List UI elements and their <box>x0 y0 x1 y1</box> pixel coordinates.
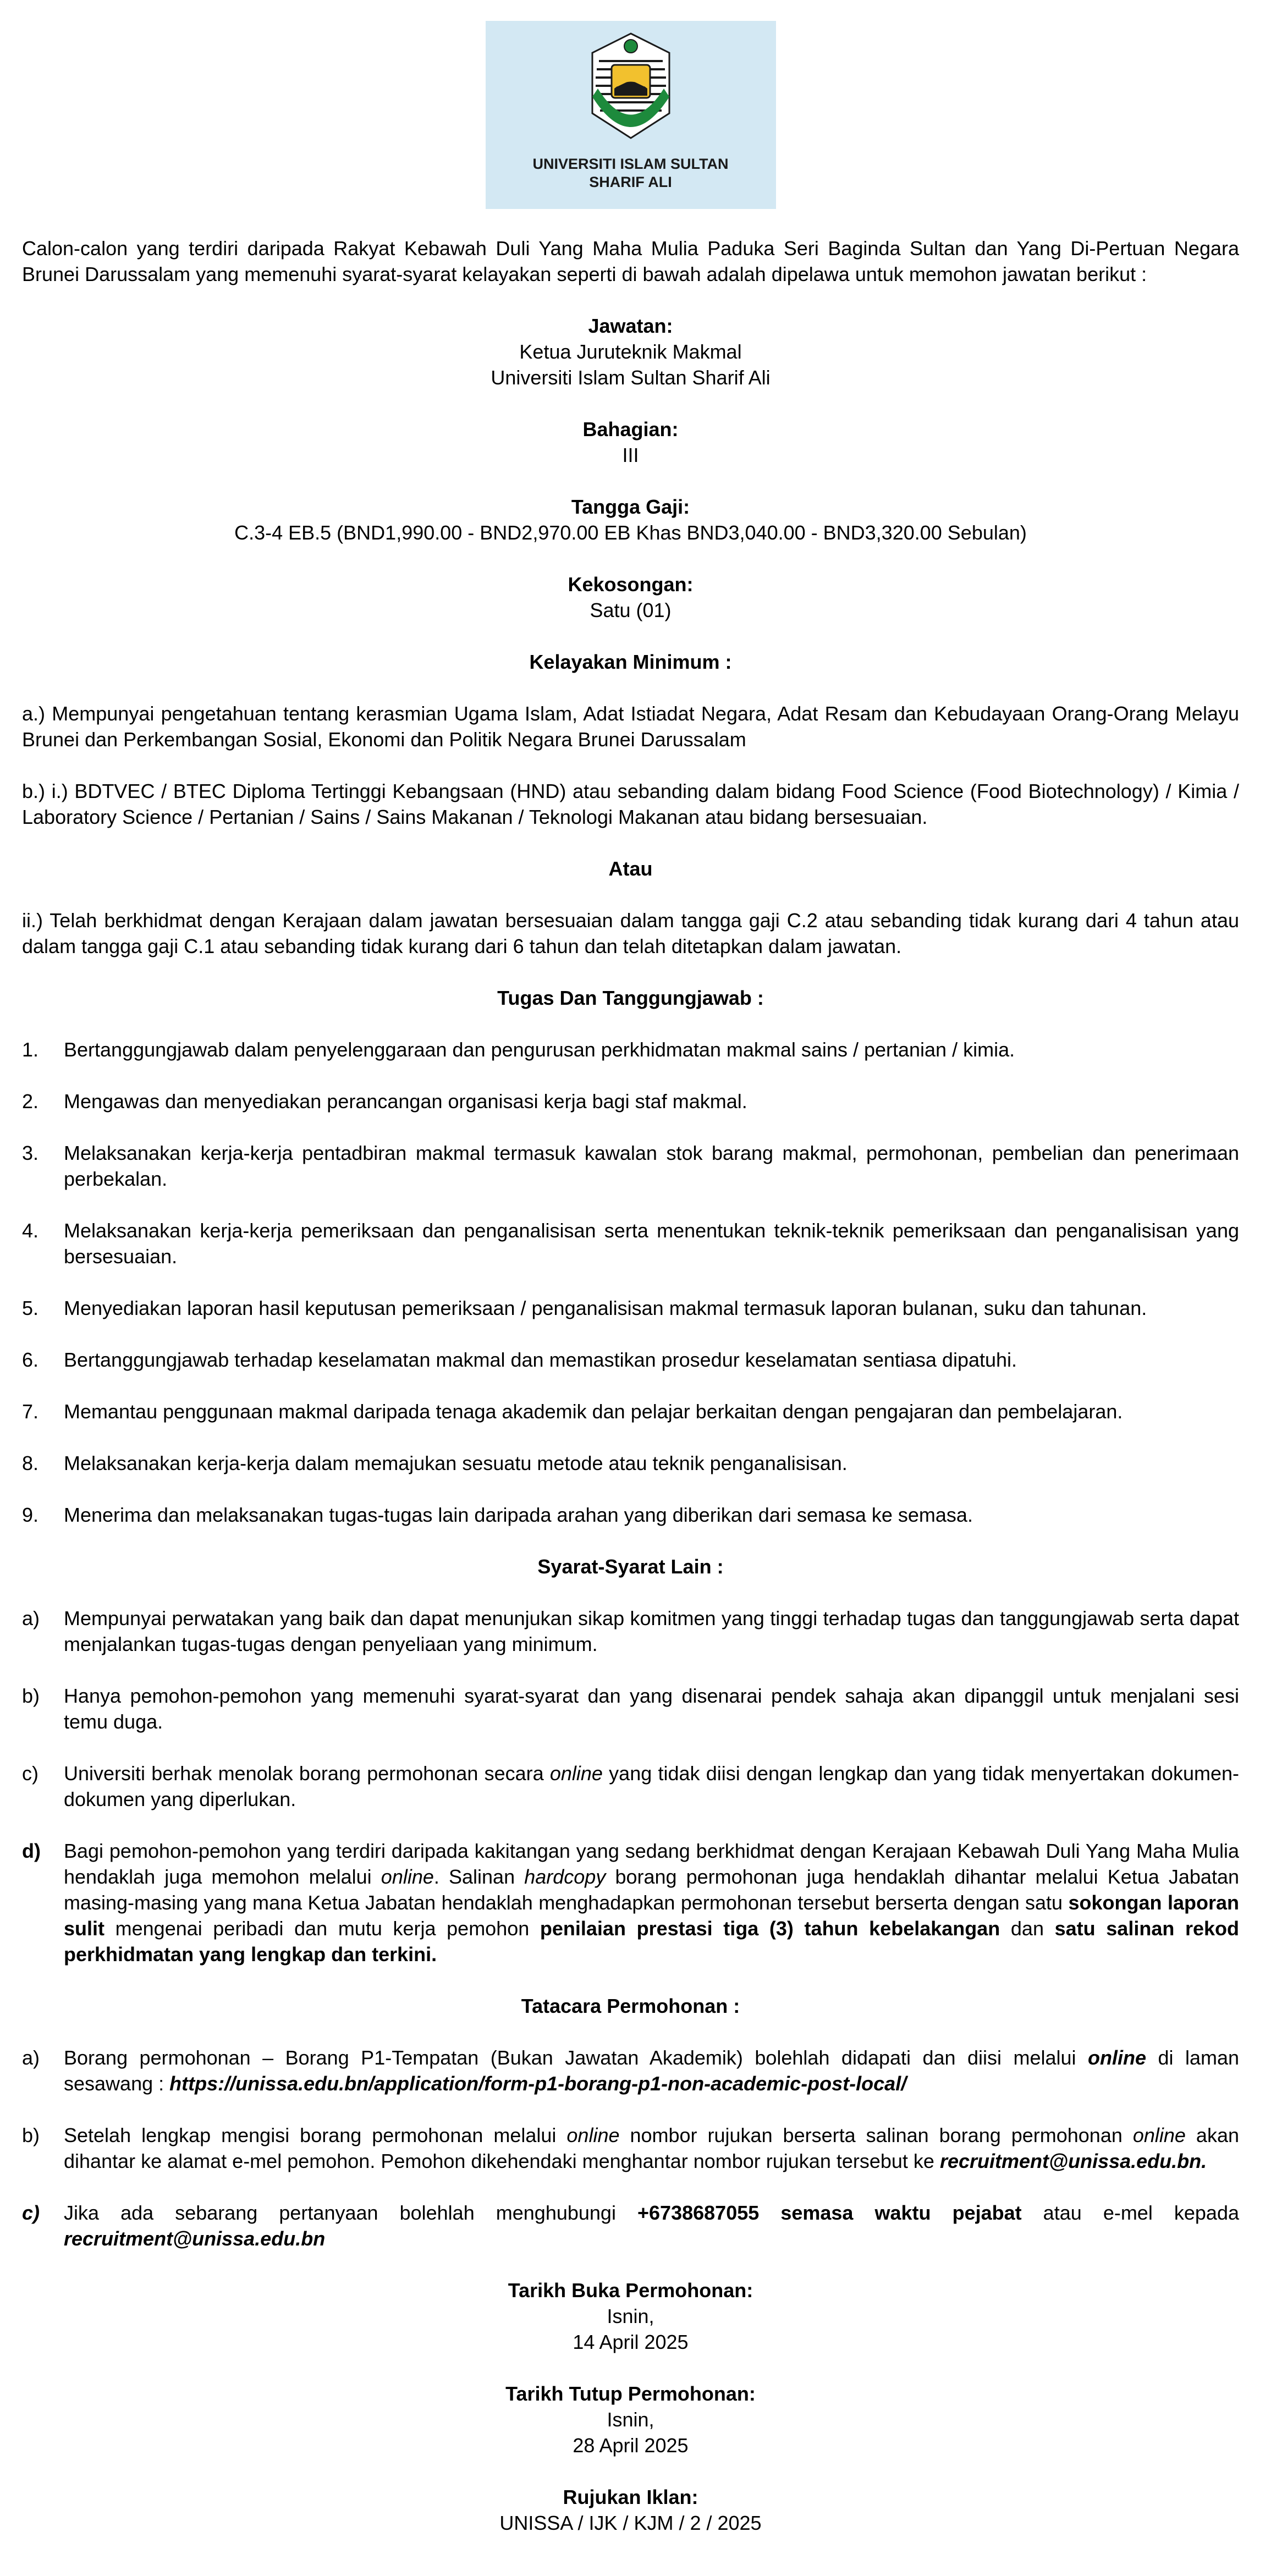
tugas-list <box>22 1037 1239 1554</box>
kelayakan-b2: ii.) Telah berkhidmat dengan Kerajaan dalam jawatan bersesuaian dalam tangga gaji C.2 atau sebanding tidak kurang dari 4 tahun atau dalam tangga gaji C.1 atau sebanding tidak kurang dari 6 tahun dan telah ditetapkan dalam jawatan. <box>22 909 1239 957</box>
tugas-number: 5. <box>22 1297 39 1319</box>
bahagian-value: III <box>622 444 639 466</box>
tugas-number: 4. <box>22 1219 39 1242</box>
tugas-text: Melaksanakan kerja-kerja pemeriksaan dan penganalisisan serta menentukan teknik-teknik pemeriksaan dan penganalisisan yang bersesuaian. <box>64 1219 1239 1268</box>
syarat-text: Bagi pemohon-pemohon yang terdiri daripada kakitangan yang sedang berkhidmat dengan Kerajaan Kebawah Duli Yang Maha Mulia hendaklah juga memohon melalui online. Salinan hardcopy borang permohonan juga hendaklah dihantar melalui Ketua Jabatan masing-masing yang mana Ketua Jabatan hendaklah menghadapkan permohonan tersebut berserta dengan satu sokongan laporan sulit mengenai peribadi dan mutu kerja pemohon penilaian prestasi tiga (3) tahun kebelakangan dan satu salinan rekod perkhidmatan yang lengkap dan terkini. <box>64 1840 1239 1966</box>
application-form-link[interactable]: https://unissa.edu.bn/application/form-p1-borang-p1-non-academic-post-local/ <box>169 2072 907 2095</box>
kekosongan-section <box>22 571 1239 623</box>
syarat-marker: d) <box>22 1840 41 1862</box>
syarat-item-d <box>22 1838 1239 1967</box>
tugas-text: Mengawas dan menyediakan perancangan organisasi kerja bagi staf makmal. <box>64 1090 747 1113</box>
syarat-text: Mempunyai perwatakan yang baik dan dapat menunjukan sikap komitmen yang tinggi terhadap tugas dan tanggungjawab serta dapat menjalankan tugas-tugas dengan penyeliaan yang minimum. <box>64 1607 1239 1655</box>
gaji-heading: Tangga Gaji: <box>571 496 690 518</box>
contact-phone[interactable]: +6738687055 semasa waktu pejabat <box>637 2201 1022 2224</box>
syarat-marker: a) <box>22 1607 40 1630</box>
tatacara-item-b <box>22 2122 1239 2174</box>
kekosongan-value: Satu (01) <box>590 599 672 621</box>
tugas-text: Memantau penggunaan makmal daripada tenaga akademik dan pelajar berkaitan dengan pengajaran dan pembelajaran. <box>64 1400 1123 1423</box>
syarat-heading: Syarat-Syarat Lain : <box>537 1555 724 1578</box>
tutup-heading: Tarikh Tutup Permohonan: <box>505 2382 756 2405</box>
buka-heading: Tarikh Buka Permohonan: <box>508 2279 753 2302</box>
tugas-text: Melaksanakan kerja-kerja pentadbiran makmal termasuk kawalan stok barang makmal, permohonan, pembelian dan penerimaan perbekalan. <box>64 1142 1239 1190</box>
rujukan-section <box>22 2484 1239 2536</box>
tatacara-heading: Tatacara Permohonan : <box>521 1995 740 2017</box>
buka-date: 14 April 2025 <box>573 2331 689 2353</box>
syarat-item-b <box>22 1683 1239 1735</box>
gaji-section <box>22 494 1239 546</box>
contact-email-link[interactable]: recruitment@unissa.edu.bn <box>64 2227 326 2250</box>
tugas-item <box>22 1450 1239 1476</box>
kekosongan-heading: Kekosongan: <box>568 573 694 596</box>
tatacara-marker: c) <box>22 2201 40 2224</box>
tugas-item <box>22 1347 1239 1373</box>
tatacara-text: Borang permohonan – Borang P1-Tempatan (Bukan Jawatan Akademik) bolehlah didapati dan diisi melalui online di laman sesawang : https://unissa.edu.bn/application/form-p1-borang-p1-non-academic-post-local/ <box>64 2046 1240 2095</box>
kelayakan-heading: Kelayakan Minimum : <box>529 651 732 673</box>
syarat-marker: c) <box>22 1762 38 1785</box>
tugas-text: Bertanggungjawab dalam penyelenggaraan dan pengurusan perkhidmatan makmal sains / pertanian / kimia. <box>64 1038 1015 1061</box>
tugas-text: Melaksanakan kerja-kerja dalam memajukan sesuatu metode atau teknik penganalisisan. <box>64 1452 848 1474</box>
tugas-item <box>22 1295 1239 1321</box>
tugas-number: 1. <box>22 1038 39 1061</box>
recruitment-email-link[interactable]: recruitment@unissa.edu.bn. <box>939 2150 1207 2172</box>
jawatan-section <box>22 313 1239 390</box>
tugas-number: 7. <box>22 1400 39 1423</box>
tugas-item <box>22 1502 1239 1528</box>
logo-name-line2: SHARIF ALI <box>589 174 672 190</box>
university-logo <box>486 21 776 209</box>
tugas-item <box>22 1037 1239 1063</box>
logo-name-line1: UNIVERSITI ISLAM SULTAN <box>532 156 729 172</box>
buka-day: Isnin, <box>607 2305 654 2327</box>
tutup-section <box>22 2381 1239 2458</box>
job-advertisement <box>22 21 1239 2536</box>
tugas-number: 3. <box>22 1142 39 1164</box>
tugas-text: Menyediakan laporan hasil keputusan pemeriksaan / penganalisisan makmal termasuk laporan bulanan, suku dan tahunan. <box>64 1297 1147 1319</box>
tugas-item <box>22 1399 1239 1424</box>
kelayakan-b1: b.) i.) BDTVEC / BTEC Diploma Tertinggi Kebangsaan (HND) atau sebanding dalam bidang Food Science (Food Biotechnology) / Kimia / Laboratory Science / Pertanian / Sains / Sains Makanan / Teknologi Makanan atau bidang bersesuaian. <box>22 780 1239 828</box>
syarat-text: Hanya pemohon-pemohon yang memenuhi syarat-syarat dan yang disenarai pendek sahaja akan dipanggil untuk menjalani sesi temu duga. <box>64 1685 1239 1733</box>
rujukan-heading: Rujukan Iklan: <box>563 2486 698 2508</box>
tatacara-text: Setelah lengkap mengisi borang permohonan melalui online nombor rujukan berserta salinan borang permohonan online akan dihantar ke alamat e-mel pemohon. Pemohon dikehendaki menghantar nombor rujukan tersebut ke recruitment@unissa.edu.bn. <box>64 2124 1239 2172</box>
tugas-item <box>22 1140 1239 1192</box>
syarat-marker: b) <box>22 1685 40 1707</box>
tatacara-marker: b) <box>22 2124 40 2146</box>
intro-paragraph: Calon-calon yang terdiri daripada Rakyat Kebawah Duli Yang Maha Mulia Paduka Seri Baginda Sultan dan Yang Di-Pertuan Negara Brunei Darussalam yang memenuhi syarat-syarat kelayakan seperti di bawah adalah dipelawa untuk memohon jawatan berikut : <box>22 237 1239 285</box>
syarat-item-c <box>22 1760 1239 1812</box>
tutup-date: 28 April 2025 <box>573 2434 689 2457</box>
bahagian-heading: Bahagian: <box>582 418 679 441</box>
tugas-text: Menerima dan melaksanakan tugas-tugas lain daripada arahan yang diberikan dari semasa ke semasa. <box>64 1504 973 1526</box>
tugas-text: Bertanggungjawab terhadap keselamatan makmal dan memastikan prosedur keselamatan sentiasa dipatuhi. <box>64 1348 1017 1371</box>
kelayakan-a: a.) Mempunyai pengetahuan tentang kerasmian Ugama Islam, Adat Istiadat Negara, Adat Resam dan Kebudayaan Orang-Orang Melayu Brunei dan Perkembangan Sosial, Ekonomi dan Politik Negara Brunei Darussalam <box>22 702 1239 751</box>
syarat-item-a <box>22 1605 1239 1657</box>
tatacara-item-a <box>22 2045 1239 2096</box>
tutup-day: Isnin, <box>607 2408 654 2431</box>
jawatan-title: Ketua Juruteknik Makmal <box>519 340 742 363</box>
tugas-number: 8. <box>22 1452 39 1474</box>
buka-section <box>22 2277 1239 2355</box>
atau-separator: Atau <box>608 857 653 880</box>
jawatan-heading: Jawatan: <box>588 315 673 337</box>
tugas-number: 2. <box>22 1090 39 1113</box>
tugas-heading: Tugas Dan Tanggungjawab : <box>497 987 764 1009</box>
tugas-item <box>22 1218 1239 1269</box>
jawatan-institution: Universiti Islam Sultan Sharif Ali <box>491 366 771 389</box>
syarat-text: Universiti berhak menolak borang permohonan secara online yang tidak diisi dengan lengkap dan yang tidak menyertakan dokumen-dokumen yang diperlukan. <box>64 1762 1239 1810</box>
bahagian-section <box>22 416 1239 468</box>
tugas-number: 6. <box>22 1348 39 1371</box>
gaji-value: C.3-4 EB.5 (BND1,990.00 - BND2,970.00 EB Khas BND3,040.00 - BND3,320.00 Sebulan) <box>234 521 1027 544</box>
rujukan-value: UNISSA / IJK / KJM / 2 / 2025 <box>499 2512 762 2534</box>
tugas-number: 9. <box>22 1504 39 1526</box>
tatacara-marker: a) <box>22 2046 40 2069</box>
tatacara-item-c <box>22 2200 1239 2252</box>
tugas-item <box>22 1088 1239 1114</box>
tatacara-text: Jika ada sebarang pertanyaan bolehlah menghubungi +6738687055 semasa waktu pejabat atau e-mel kepada recruitment@unissa.edu.bn <box>64 2201 1239 2250</box>
crest-icon <box>587 31 675 152</box>
